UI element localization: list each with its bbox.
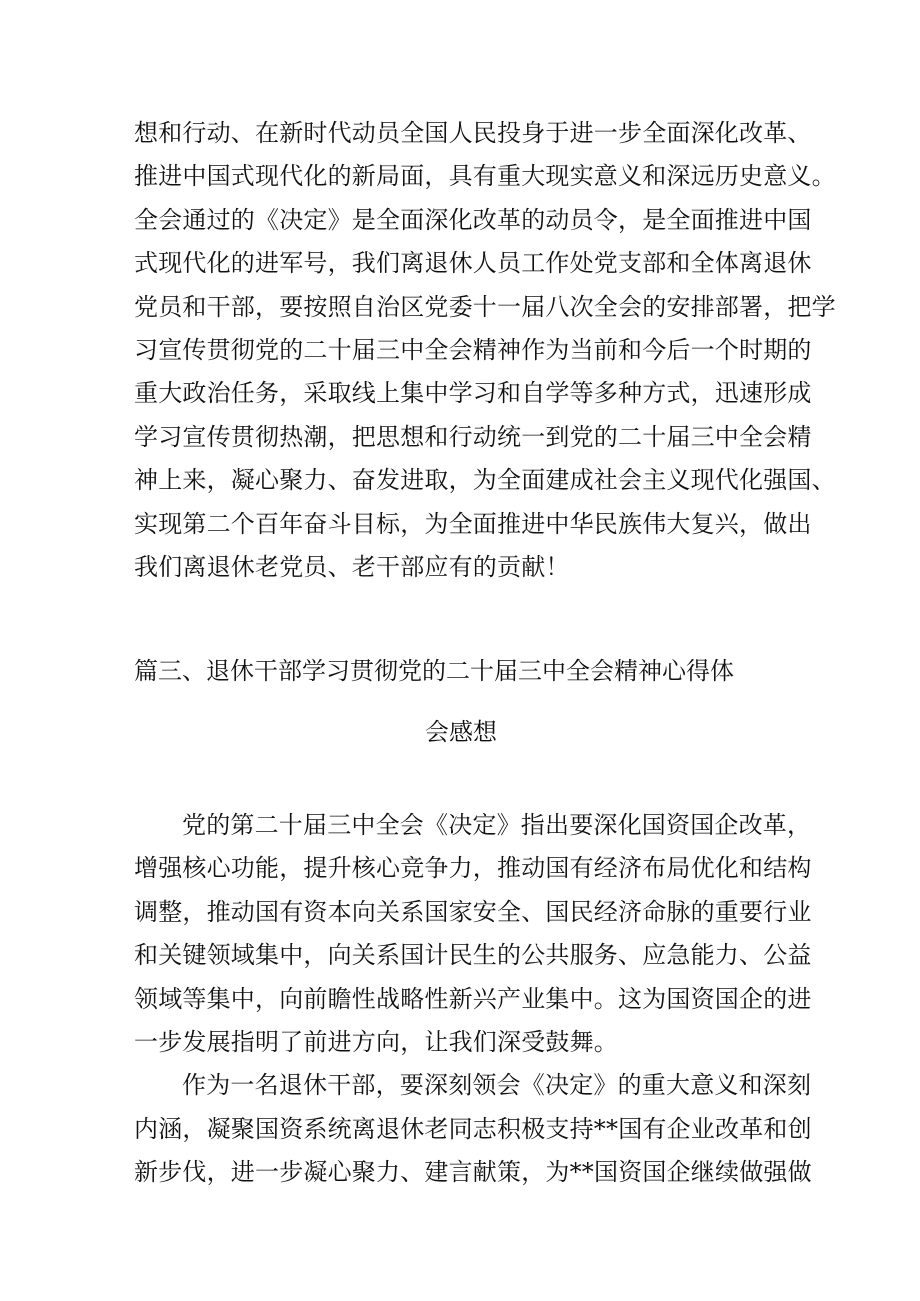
text-line: 推进中国式现代化的新局面，具有重大现实意义和深远历史意义。 xyxy=(134,162,836,191)
text-line: 领域等集中，向前瞻性战略性新兴产业集中。这为国资国企的进 xyxy=(134,984,812,1013)
text-line: 一步发展指明了前进方向，让我们深受鼓舞。 xyxy=(134,1027,618,1056)
text-line: 式现代化的进军号，我们离退休人员工作处党支部和全体离退休 xyxy=(134,249,812,278)
text-line: 重大政治任务，采取线上集中学习和自学等多种方式，迅速形成 xyxy=(134,379,812,408)
text-line: 我们离退休老党员、老干部应有的贡献！ xyxy=(134,552,570,581)
text-line: 调整，推动国有资本向关系国家安全、国民经济命脉的重要行业 xyxy=(134,897,812,926)
text-line: 和关键领域集中，向关系国计民生的公共服务、应急能力、公益 xyxy=(134,941,812,970)
text-line: 新步伐，进一步凝心聚力、建言献策，为**国资国企继续做强做 xyxy=(134,1158,812,1187)
section-heading-line-1: 篇三、退休干部学习贯彻党的二十届三中全会精神心得体 xyxy=(134,657,734,685)
text-line: 想和行动、在新时代动员全国人民投身于进一步全面深化改革、 xyxy=(134,119,812,147)
text-line: 内涵，凝聚国资系统离退休老同志积极支持**国有企业改革和创 xyxy=(134,1114,812,1143)
paragraph-2 xyxy=(134,1064,814,1194)
text-line: 党员和干部，要按照自治区党委十一届八次全会的安排部署，把学 xyxy=(134,292,836,321)
text-line: 习宣传贯彻党的二十届三中全会精神作为当前和今后一个时期的 xyxy=(134,335,812,364)
text-line: 实现第二个百年奋斗目标，为全面推进中华民族伟大复兴，做出 xyxy=(134,509,812,538)
paragraph-1 xyxy=(134,804,814,1064)
text-line: 增强核心功能，提升核心竞争力，推动国有经济布局优化和结构 xyxy=(134,854,812,883)
text-line: 作为一名退休干部，要深刻领会《决定》的重大意义和深刻 xyxy=(182,1071,812,1100)
text-line: 党的第二十届三中全会《决定》指出要深化国资国企改革， xyxy=(182,811,812,839)
text-line: 学习宣传贯彻热潮，把思想和行动统一到党的二十届三中全会精 xyxy=(134,422,812,451)
paragraph-continuation xyxy=(134,112,836,589)
section-heading-line-2: 会感想 xyxy=(425,718,497,746)
text-line: 全会通过的《决定》是全面深化改革的动员令，是全面推进中国 xyxy=(134,205,812,234)
text-line: 神上来，凝心聚力、奋发进取，为全面建成社会主义现代化强国、 xyxy=(134,466,836,495)
section-body xyxy=(134,804,814,1195)
